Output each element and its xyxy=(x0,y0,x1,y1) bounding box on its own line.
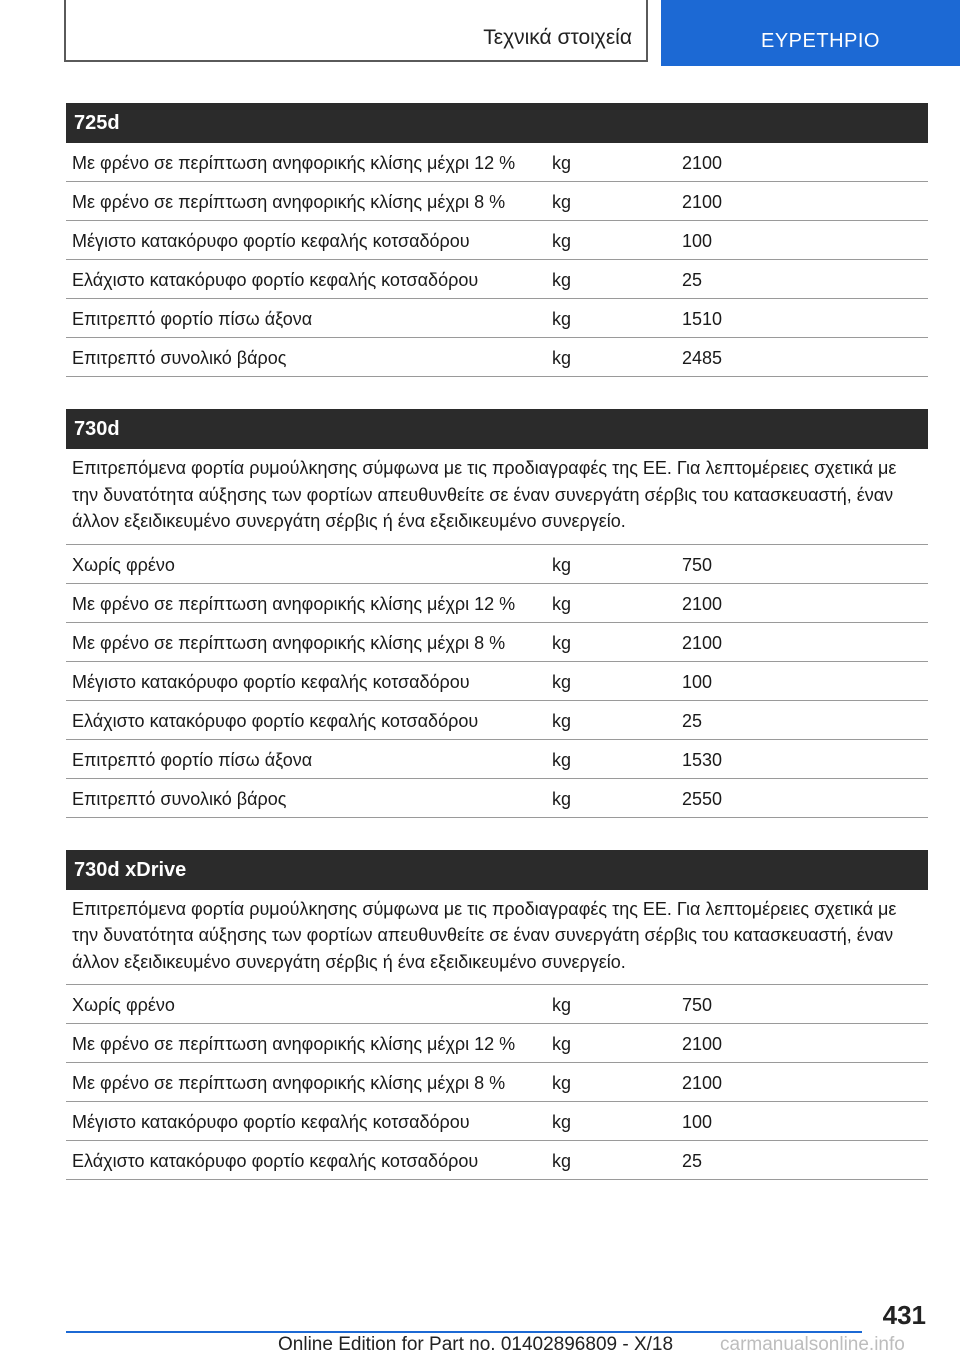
row-label: Με φρένο σε περίπτωση ανηφορικής κλίσης μέχρι 12 % xyxy=(72,153,516,173)
section-title: 730d xyxy=(66,409,928,449)
row-value: 100 xyxy=(682,1112,713,1132)
table-row xyxy=(66,740,928,779)
row-unit: kg xyxy=(552,710,572,731)
row-label: Με φρένο σε περίπτωση ανηφορικής κλίσης μέχρι 12 % xyxy=(72,593,516,614)
row-unit: kg xyxy=(552,671,572,692)
table-row xyxy=(66,338,928,377)
section-note: Επιτρεπόμενα φορτία ρυμούλκησης σύμφωνα με τις προδιαγραφές της ΕΕ. Για λεπτομέρειες σχετικά με την δυνατότητα αύξησης των φορτίων απευθυνθείτε σε έναν συνεργάτη σέρβις του κατασκευαστή, έναν άλλον εξειδικευμένο συνεργάτη σέρβις ή ένα εξειδικευμένο συνεργείο. xyxy=(66,449,928,545)
row-value: 100 xyxy=(682,671,713,692)
edition-text: Online Edition for Part no. 01402896809 - X/18 xyxy=(278,1334,674,1355)
row-unit: kg xyxy=(552,1034,572,1054)
table-row xyxy=(66,701,928,740)
row-label: Ελάχιστο κατακόρυφο φορτίο κεφαλής κοτσαδόρου xyxy=(72,710,479,731)
row-value: 750 xyxy=(682,554,713,575)
table-row xyxy=(66,143,928,182)
row-unit: kg xyxy=(552,348,572,368)
section-title: 725d xyxy=(66,103,928,143)
row-value: 1530 xyxy=(682,749,723,770)
chapter-tab-label: Τεχνικά στοιχεία xyxy=(483,26,632,49)
row-value: 2550 xyxy=(682,788,723,809)
row-unit: kg xyxy=(552,995,572,1015)
row-unit: kg xyxy=(552,270,572,290)
page-number: 431 xyxy=(882,1300,926,1330)
table-row xyxy=(66,662,928,701)
index-tab-label: ΕΥΡΕΤΗΡΙΟ xyxy=(761,30,880,52)
row-value: 2100 xyxy=(682,153,723,173)
table-row xyxy=(66,260,928,299)
top-navigation xyxy=(0,0,960,66)
table-row xyxy=(66,182,928,221)
table-row xyxy=(66,985,928,1024)
table-row xyxy=(66,1024,928,1063)
row-value: 25 xyxy=(682,1151,703,1171)
row-unit: kg xyxy=(552,1151,572,1171)
row-unit: kg xyxy=(552,192,572,212)
row-label: Χωρίς φρένο xyxy=(72,554,175,575)
row-label: Επιτρεπτό φορτίο πίσω άξονα xyxy=(72,749,313,770)
row-unit: kg xyxy=(552,788,572,809)
row-label: Επιτρεπτό φορτίο πίσω άξονα xyxy=(72,309,313,329)
row-value: 2100 xyxy=(682,192,723,212)
row-label: Ελάχιστο κατακόρυφο φορτίο κεφαλής κοτσαδόρου xyxy=(72,270,479,290)
row-value: 25 xyxy=(682,270,703,290)
row-label: Με φρένο σε περίπτωση ανηφορικής κλίσης μέχρι 12 % xyxy=(72,1034,516,1054)
row-label: Επιτρεπτό συνολικό βάρος xyxy=(72,348,287,368)
index-tab[interactable] xyxy=(661,0,960,66)
row-label: Ελάχιστο κατακόρυφο φορτίο κεφαλής κοτσαδόρου xyxy=(72,1151,479,1171)
row-label: Μέγιστο κατακόρυφο φορτίο κεφαλής κοτσαδόρου xyxy=(72,231,470,251)
table-row xyxy=(66,545,928,584)
row-value: 2485 xyxy=(682,348,723,368)
chapter-tab[interactable] xyxy=(64,0,648,62)
table-row xyxy=(66,221,928,260)
row-value: 2100 xyxy=(682,1073,723,1093)
row-label: Επιτρεπτό συνολικό βάρος xyxy=(72,788,287,809)
row-value: 25 xyxy=(682,710,703,731)
row-label: Χωρίς φρένο xyxy=(72,995,175,1015)
row-value: 100 xyxy=(682,231,713,251)
row-label: Με φρένο σε περίπτωση ανηφορικής κλίσης μέχρι 8 % xyxy=(72,192,506,212)
row-unit: kg xyxy=(552,1112,572,1132)
row-value: 750 xyxy=(682,995,713,1015)
spec-section xyxy=(66,409,928,818)
watermark: carmanualsonline.info xyxy=(720,1334,905,1355)
table-row xyxy=(66,779,928,818)
footer-divider xyxy=(66,1331,862,1333)
row-label: Μέγιστο κατακόρυφο φορτίο κεφαλής κοτσαδόρου xyxy=(72,1112,470,1132)
row-unit: kg xyxy=(552,1073,572,1093)
row-unit: kg xyxy=(552,231,572,251)
row-unit: kg xyxy=(552,593,572,614)
table-row xyxy=(66,584,928,623)
section-note: Επιτρεπόμενα φορτία ρυμούλκησης σύμφωνα με τις προδιαγραφές της ΕΕ. Για λεπτομέρειες σχετικά με την δυνατότητα αύξησης των φορτίων απευθυνθείτε σε έναν συνεργάτη σέρβις του κατασκευαστή, έναν άλλον εξειδικευμένο συνεργάτη σέρβις ή ένα εξειδικευμένο συνεργείο. xyxy=(66,890,928,986)
row-value: 2100 xyxy=(682,632,723,653)
section-title: 730d xDrive xyxy=(66,850,928,890)
row-label: Με φρένο σε περίπτωση ανηφορικής κλίσης μέχρι 8 % xyxy=(72,1073,506,1093)
row-unit: kg xyxy=(552,632,572,653)
row-unit: kg xyxy=(552,309,572,329)
spec-section xyxy=(66,850,928,1181)
spec-section xyxy=(66,103,928,377)
row-value: 1510 xyxy=(682,309,723,329)
row-label: Μέγιστο κατακόρυφο φορτίο κεφαλής κοτσαδόρου xyxy=(72,671,470,692)
row-value: 2100 xyxy=(682,1034,723,1054)
row-label: Με φρένο σε περίπτωση ανηφορικής κλίσης μέχρι 8 % xyxy=(72,632,506,653)
table-row xyxy=(66,1063,928,1102)
table-row xyxy=(66,1141,928,1180)
row-value: 2100 xyxy=(682,593,723,614)
spec-tables xyxy=(66,103,928,1212)
row-unit: kg xyxy=(552,749,572,770)
table-row xyxy=(66,623,928,662)
row-unit: kg xyxy=(552,554,572,575)
row-unit: kg xyxy=(552,153,572,173)
table-row xyxy=(66,1102,928,1141)
table-row xyxy=(66,299,928,338)
